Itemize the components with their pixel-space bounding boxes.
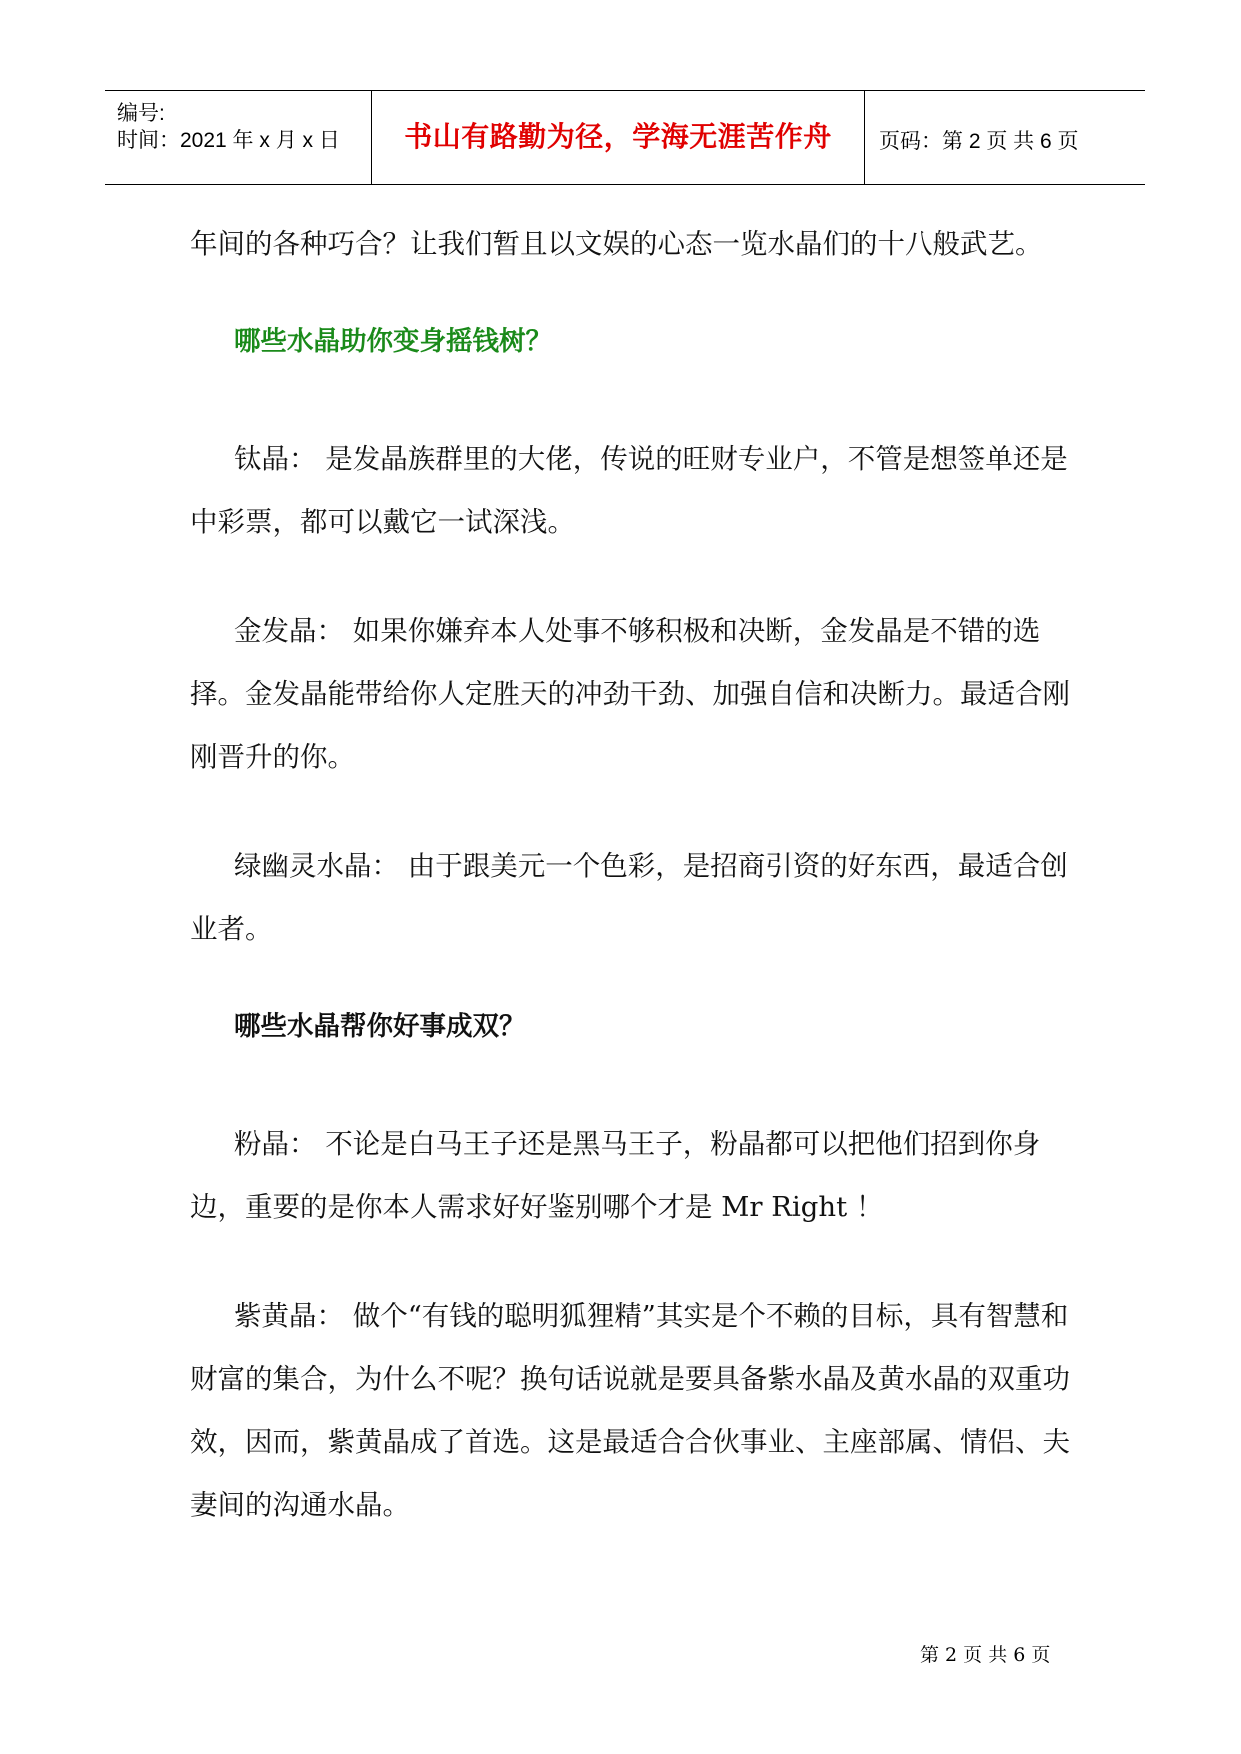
document-number-label: 编号: bbox=[117, 102, 165, 125]
header-motto: 书山有路勤为径，学海无涯苦作舟 bbox=[404, 120, 832, 153]
header-page-number: 页码：第 2 页 共 6 页 bbox=[879, 130, 1079, 153]
document-time-label: 时间：2021 年 x 月 x 日 bbox=[117, 129, 340, 152]
section-heading-wealth: 哪些水晶助你变身摇钱树？ bbox=[234, 326, 552, 357]
section-heading-romance: 哪些水晶帮你好事成双？ bbox=[234, 1011, 526, 1042]
paragraph-golden-rutile: 金发晶： 如果你嫌弃本人处事不够积极和决断，金发晶是不错的选择。金发晶能带给你人定胜天的冲劲干劲、加强自信和决断力。最适合刚刚晋升的你。 bbox=[190, 615, 1070, 773]
paragraph-rose-quartz: 粉晶： 不论是白马王子还是黑马王子，粉晶都可以把他们招到你身边，重要的是你本人需求好好鉴别哪个才是 Mr Right ！ bbox=[190, 1128, 1041, 1223]
paragraph-ametrine: 紫黄晶： 做个“有钱的聪明狐狸精”其实是个不赖的目标，具有智慧和财富的集合，为什么不呢？换句话说就是要具备紫水晶及黄水晶的双重功效，因而，紫黄晶成了首选。这是最适合合伙事业、主座部属、情侣、夫妻间的沟通水晶。 bbox=[190, 1300, 1070, 1521]
paragraph-green-phantom: 绿幽灵水晶： 由于跟美元一个色彩，是招商引资的好东西，最适合创业者。 bbox=[190, 850, 1068, 945]
page-footer: 第 2 页 共 6 页 bbox=[920, 1644, 1051, 1666]
page-header bbox=[105, 90, 1145, 185]
intro-paragraph: 年间的各种巧合？让我们暂且以文娱的心态一览水晶们的十八般武艺。 bbox=[190, 228, 1043, 260]
paragraph-titanium-crystal: 钛晶： 是发晶族群里的大佬，传说的旺财专业户，不管是想签单还是中彩票，都可以戴它一试深浅。 bbox=[190, 443, 1068, 538]
document-body bbox=[190, 213, 1070, 1583]
header-motto-cell bbox=[372, 91, 865, 184]
header-page-cell bbox=[865, 91, 1145, 184]
header-info-cell bbox=[105, 91, 372, 184]
